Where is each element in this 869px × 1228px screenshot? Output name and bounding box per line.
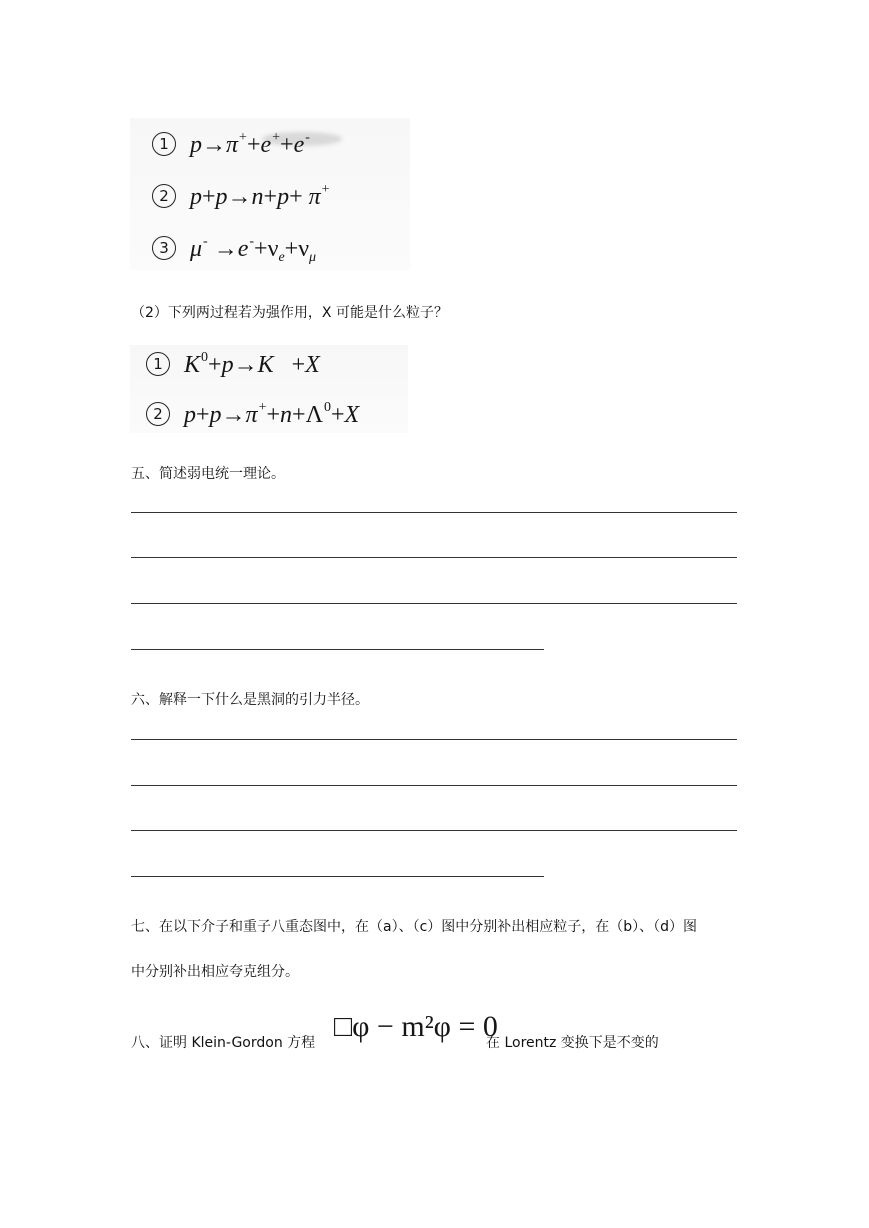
reaction-1-1: 1 p→π++e++e- — [152, 130, 310, 159]
reaction-2-2: 2 $p+p\to\pi^++n+\Lambda^0+X$ — [146, 400, 359, 429]
section-7-line-1: 七、在以下介子和重子八重态图中，在（a）、（c）图中分别补出相应粒子，在（b）、（d）图 — [131, 919, 698, 935]
answer-line — [131, 739, 737, 740]
section-5-heading: 五、简述弱电统一理论。 — [131, 466, 285, 482]
reaction-2-1: 1 $K^0+p\to K +X$ — [146, 350, 320, 379]
circled-number: 2 — [146, 402, 170, 426]
answer-line — [131, 512, 737, 513]
circled-number: 1 — [146, 352, 170, 376]
answer-line — [131, 603, 737, 604]
section-7-line-2: 中分别补出相应夸克组分。 — [131, 964, 299, 980]
circled-number: 2 — [152, 184, 176, 208]
section-8-prefix: 八、证明 Klein-Gordon 方程 — [131, 1035, 316, 1051]
answer-line — [131, 649, 544, 650]
reaction-1-2: 2 p+p→n+p+ π+ — [152, 182, 330, 211]
answer-line — [131, 876, 544, 877]
section-8-suffix: 在 Lorentz 变换下是不变的 — [486, 1035, 659, 1051]
answer-line — [131, 830, 737, 831]
question-2-text: （2）下列两过程若为强作用，X 可能是什么粒子？ — [131, 305, 448, 321]
answer-line — [131, 557, 737, 558]
section-6-heading: 六、解释一下什么是黑洞的引力半径。 — [131, 692, 369, 708]
klein-gordon-equation: □φ − m²φ = 0 — [334, 1010, 498, 1043]
circled-number: 1 — [152, 132, 176, 156]
circled-number: 3 — [152, 236, 176, 260]
reaction-1-3: 3 $\mu^- \to e^-+\nu_e+\nu_\mu$ — [152, 234, 316, 266]
answer-line — [131, 785, 737, 786]
